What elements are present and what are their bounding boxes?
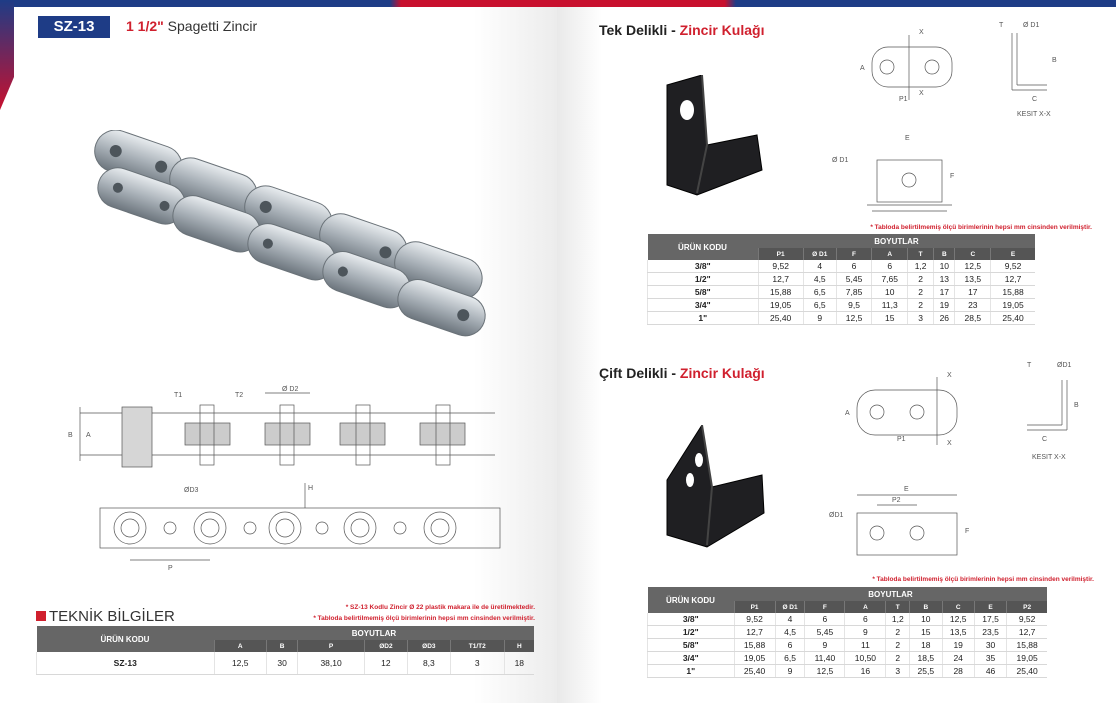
col-d3: ØD3	[407, 640, 450, 652]
label-t1: T1	[174, 392, 183, 399]
cell: 12,7	[758, 273, 803, 286]
cell: 38,10	[298, 652, 365, 674]
cell: 1,2	[908, 260, 934, 273]
label-x-top: X	[947, 372, 952, 379]
col-a: A	[872, 248, 908, 260]
col-p2: P2	[1007, 601, 1047, 613]
cell: 15	[872, 312, 908, 325]
cell: 6,5	[803, 286, 836, 299]
cell: 6,5	[775, 652, 805, 665]
cell: 30	[266, 652, 297, 674]
table-row	[648, 299, 1036, 312]
cell: 6	[775, 639, 805, 652]
label-d1: ØD1	[1057, 362, 1072, 369]
label-f: F	[965, 528, 970, 535]
cell: 30	[974, 639, 1006, 652]
label-h: H	[308, 485, 314, 492]
single-hole-title	[599, 22, 764, 38]
single-hole-title-black: Tek Delikli -	[599, 22, 680, 38]
cell: 2	[886, 639, 910, 652]
left-edge-band	[0, 0, 14, 110]
col-t: T	[908, 248, 934, 260]
cell: 28	[942, 665, 974, 678]
table-row	[37, 652, 535, 674]
row-code: 5/8"	[648, 286, 759, 299]
label-d1-front: ØD1	[829, 512, 844, 519]
cell: 4,5	[803, 273, 836, 286]
cell: 25,40	[734, 665, 775, 678]
row-code: 3/4"	[648, 299, 759, 312]
cell: 9,52	[758, 260, 803, 273]
cell: 19,05	[758, 299, 803, 312]
cell: 24	[942, 652, 974, 665]
cell: 11,3	[872, 299, 908, 312]
cell: 9	[845, 626, 886, 639]
single-hole-table-body	[648, 260, 1036, 325]
cell: 18	[504, 652, 534, 674]
table-row	[648, 665, 1048, 678]
cell: 10	[872, 286, 908, 299]
double-hole-drawing	[827, 355, 1097, 570]
col-dimensions: BOYUTLAR	[734, 587, 1047, 601]
label-p2: P2	[892, 497, 901, 504]
cell: 2	[908, 299, 934, 312]
single-hole-table	[647, 234, 1035, 325]
cell: 18	[910, 639, 942, 652]
single-hole-drawing	[827, 15, 1097, 220]
cell: 13,5	[955, 273, 991, 286]
row-code: 1"	[648, 665, 735, 678]
label-t: T	[1027, 362, 1032, 369]
cell: 18,5	[910, 652, 942, 665]
section-heading-text: TEKNİK BİLGİLER	[49, 608, 175, 625]
double-hole-table	[647, 587, 1047, 678]
cell: 12,5	[836, 312, 872, 325]
single-hole-bracket-photo	[657, 75, 767, 205]
table-row	[648, 613, 1048, 626]
cell: 12,5	[955, 260, 991, 273]
cell: 2	[886, 626, 910, 639]
cell: 9,52	[1007, 613, 1047, 626]
cell: 11	[845, 639, 886, 652]
double-hole-title-red: Zincir Kulağı	[679, 365, 765, 381]
cell: 9	[805, 639, 845, 652]
cell: 8,3	[407, 652, 450, 674]
label-t: T	[999, 22, 1004, 29]
cell: 4	[803, 260, 836, 273]
label-p: P	[168, 565, 173, 572]
col-product-code: ÜRÜN KODU	[648, 587, 735, 613]
col-b: B	[266, 640, 297, 652]
cell: 19,05	[734, 652, 775, 665]
cell: 17	[934, 286, 955, 299]
cell: 7,85	[836, 286, 872, 299]
top-color-band-right	[557, 0, 1116, 7]
single-hole-title-red: Zincir Kulağı	[679, 22, 765, 38]
section-heading	[36, 608, 175, 625]
cell: 15,88	[1007, 639, 1047, 652]
cell: 12,5	[942, 613, 974, 626]
col-p: P	[298, 640, 365, 652]
col-f: F	[836, 248, 872, 260]
cell: 19	[934, 299, 955, 312]
cell: 15,88	[758, 286, 803, 299]
product-code-badge: SZ-13	[38, 16, 110, 38]
table-row	[648, 273, 1036, 286]
col-e: E	[974, 601, 1006, 613]
cell: 12,7	[734, 626, 775, 639]
cell: 23	[955, 299, 991, 312]
table-row	[648, 286, 1036, 299]
title-text: Spagetti Zincir	[163, 18, 258, 34]
col-c: C	[955, 248, 991, 260]
cell: 25,40	[758, 312, 803, 325]
cell: 23,5	[974, 626, 1006, 639]
col-b: B	[934, 248, 955, 260]
cell: 10	[934, 260, 955, 273]
cell: 3	[450, 652, 504, 674]
label-a: A	[845, 410, 850, 417]
label-a: A	[86, 432, 91, 439]
label-b: B	[1052, 57, 1057, 64]
cell: 3	[886, 665, 910, 678]
row-code: 1/2"	[648, 273, 759, 286]
cell: 3	[908, 312, 934, 325]
double-hole-title-black: Çift Delikli -	[599, 365, 680, 381]
cell: 12	[364, 652, 407, 674]
cell: 2	[886, 652, 910, 665]
cell: 6	[836, 260, 872, 273]
cell: 17,5	[974, 613, 1006, 626]
label-x-top: X	[919, 29, 924, 36]
col-dimensions: BOYUTLAR	[758, 234, 1035, 248]
cell: 5,45	[805, 626, 845, 639]
table-row	[648, 260, 1036, 273]
col-t: T	[886, 601, 910, 613]
cell: 13	[934, 273, 955, 286]
col-a: A	[214, 640, 266, 652]
double-hole-title	[599, 365, 765, 381]
cell: 9,52	[734, 613, 775, 626]
red-square-icon	[36, 611, 46, 621]
product-title	[126, 18, 257, 34]
cell: 6	[805, 613, 845, 626]
col-t1t2: T1/T2	[450, 640, 504, 652]
left-page	[0, 0, 557, 703]
cell: 19	[942, 639, 974, 652]
cell: 9	[803, 312, 836, 325]
col-p1: P1	[758, 248, 803, 260]
label-p1: P1	[897, 436, 906, 443]
col-b: B	[910, 601, 942, 613]
cell: 2	[908, 273, 934, 286]
cell: 13,5	[942, 626, 974, 639]
label-a: A	[860, 65, 865, 72]
label-x-bottom: X	[919, 90, 924, 97]
col-d1: Ø D1	[803, 248, 836, 260]
cell: 28,5	[955, 312, 991, 325]
col-a: A	[845, 601, 886, 613]
col-c: C	[942, 601, 974, 613]
cell: 12,5	[214, 652, 266, 674]
cell: 15,88	[734, 639, 775, 652]
cell: 35	[974, 652, 1006, 665]
label-d3: ØD3	[184, 487, 199, 494]
cell: 6,5	[803, 299, 836, 312]
left-table-body	[37, 652, 535, 674]
cell: 25,5	[910, 665, 942, 678]
label-d1-front: Ø D1	[832, 157, 849, 164]
label-e: E	[904, 486, 909, 493]
single-hole-note: * Tabloda belirtilmemiş ölçü birimlerinin hepsi mm cinsinden verilmiştir.	[870, 224, 1092, 231]
kesit-label: KESIT X-X	[1017, 111, 1051, 118]
note-plastic-roller: * SZ-13 Kodlu Zincir Ø 22 plastik makara ile de üretilmektedir.	[345, 604, 535, 611]
cell: 12,7	[991, 273, 1035, 286]
label-d1: Ø D1	[1023, 22, 1040, 29]
label-c: C	[1032, 96, 1038, 103]
cell: 12,7	[1007, 626, 1047, 639]
cell: 12,5	[805, 665, 845, 678]
label-b: B	[1074, 402, 1079, 409]
col-d1: Ø D1	[775, 601, 805, 613]
table-row	[648, 652, 1048, 665]
col-product-code: ÜRÜN KODU	[37, 626, 215, 652]
col-d2: ØD2	[364, 640, 407, 652]
row-code: 3/8"	[648, 260, 759, 273]
cell: 46	[974, 665, 1006, 678]
cell: 9,5	[836, 299, 872, 312]
cell: 10,50	[845, 652, 886, 665]
col-product-code: ÜRÜN KODU	[648, 234, 759, 260]
cell: 15	[910, 626, 942, 639]
cell: 25,40	[991, 312, 1035, 325]
chain-side-drawing	[60, 385, 510, 470]
double-hole-bracket-photo	[662, 425, 772, 550]
row-code: 5/8"	[648, 639, 735, 652]
cell: 10	[910, 613, 942, 626]
top-color-band	[0, 0, 557, 7]
label-e: E	[905, 135, 910, 142]
cell: 16	[845, 665, 886, 678]
cell: 19,05	[991, 299, 1035, 312]
kesit-label: KESIT X-X	[1032, 454, 1066, 461]
col-h: H	[504, 640, 534, 652]
cell: 26	[934, 312, 955, 325]
chain-front-drawing	[90, 478, 510, 573]
cell: 2	[908, 286, 934, 299]
cell: 7,65	[872, 273, 908, 286]
cell: 4	[775, 613, 805, 626]
left-spec-table	[36, 626, 534, 675]
cell: 4,5	[775, 626, 805, 639]
col-f: F	[805, 601, 845, 613]
cell: 1,2	[886, 613, 910, 626]
table-row	[648, 312, 1036, 325]
label-b: B	[68, 432, 73, 439]
label-x-bottom: X	[947, 440, 952, 447]
cell: 19,05	[1007, 652, 1047, 665]
label-f: F	[950, 173, 955, 180]
row-code: 1/2"	[648, 626, 735, 639]
title-size: 1 1/2"	[126, 18, 164, 34]
row-code: 3/4"	[648, 652, 735, 665]
cell: 15,88	[991, 286, 1035, 299]
row-code: 3/8"	[648, 613, 735, 626]
col-p1: P1	[734, 601, 775, 613]
cell: 6	[872, 260, 908, 273]
row-code: SZ-13	[37, 652, 215, 674]
label-d2: Ø D2	[282, 386, 299, 393]
label-c: C	[1042, 436, 1048, 443]
cell: 25,40	[1007, 665, 1047, 678]
cell: 6	[845, 613, 886, 626]
cell: 11,40	[805, 652, 845, 665]
cell: 9	[775, 665, 805, 678]
label-t2: T2	[235, 392, 244, 399]
double-hole-note: * Tabloda belirtilmemiş ölçü birimlerinin hepsi mm cinsinden verilmiştir.	[872, 576, 1094, 583]
chain-photo	[60, 130, 510, 350]
label-p1: P1	[899, 96, 908, 103]
row-code: 1"	[648, 312, 759, 325]
table-row	[648, 626, 1048, 639]
cell: 5,45	[836, 273, 872, 286]
right-page	[557, 0, 1116, 703]
note-units: * Tabloda belirtilmemiş ölçü birimlerinin hepsi mm cinsinden verilmiştir.	[313, 615, 535, 622]
cell: 17	[955, 286, 991, 299]
table-row	[648, 639, 1048, 652]
double-hole-table-body	[648, 613, 1048, 678]
cell: 9,52	[991, 260, 1035, 273]
col-dimensions: BOYUTLAR	[214, 626, 534, 640]
col-e: E	[991, 248, 1035, 260]
